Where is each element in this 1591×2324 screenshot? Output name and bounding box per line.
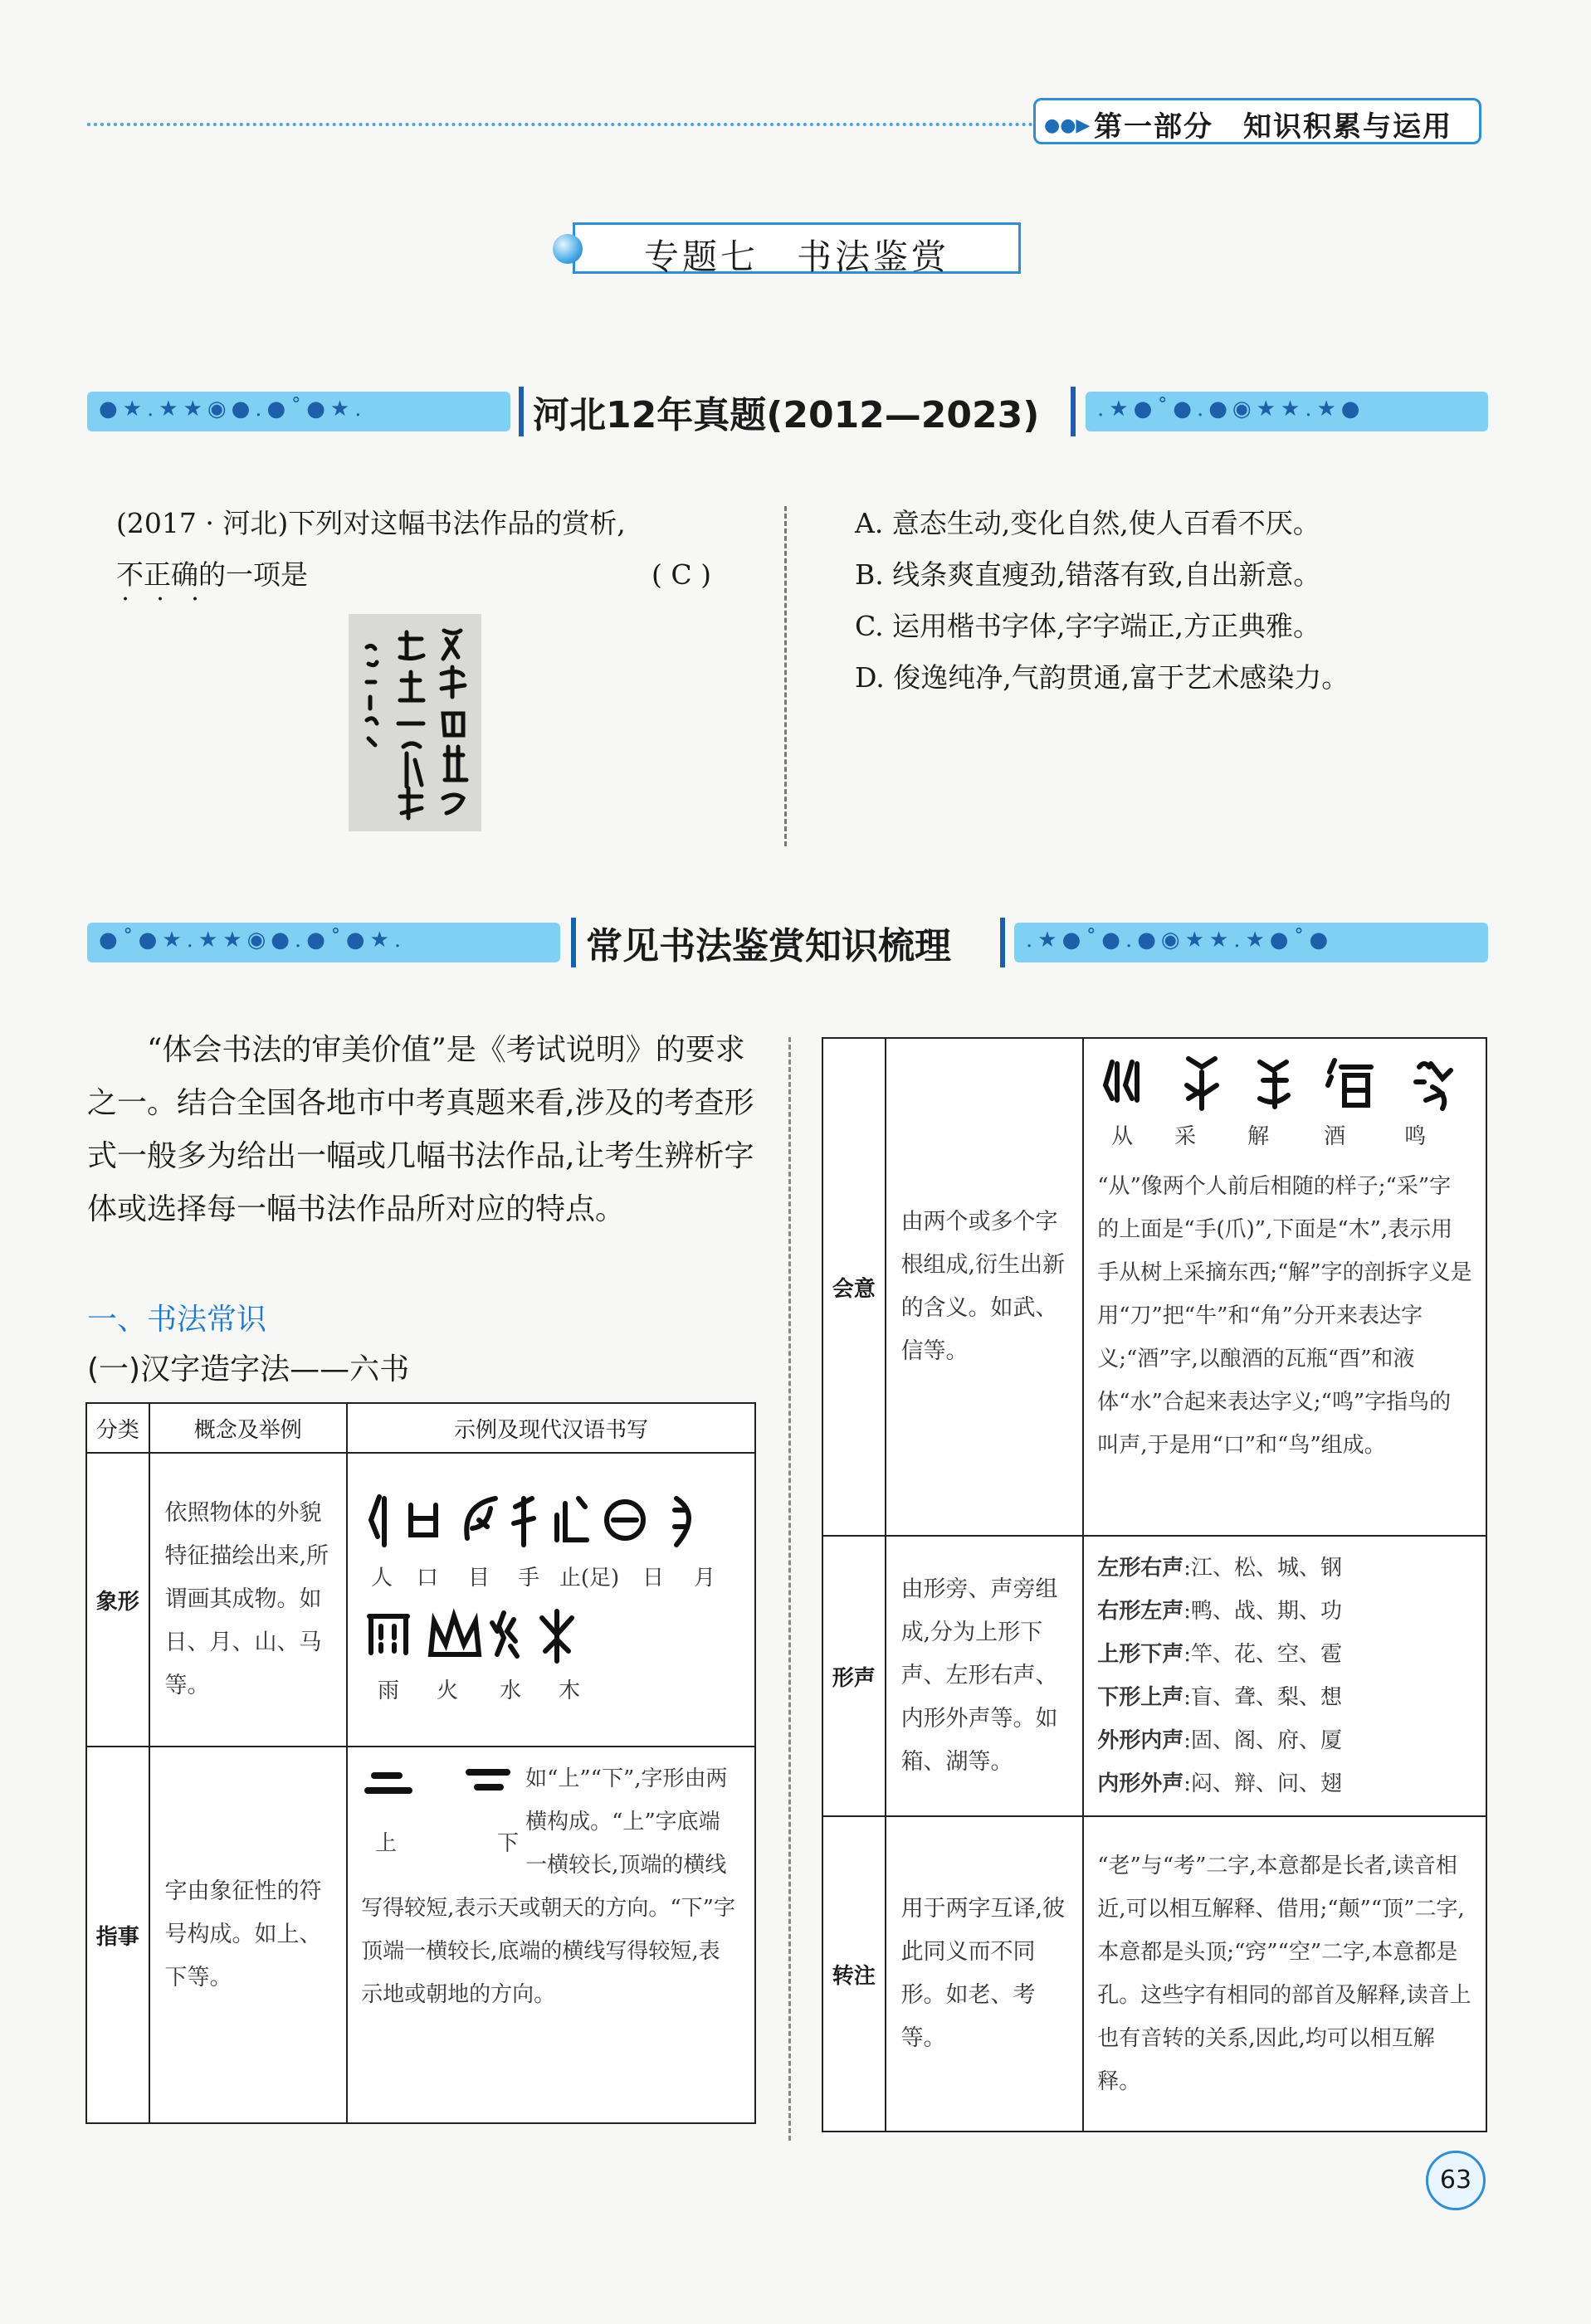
- list-item: 内形外声:闷、辩、问、翅: [1097, 1771, 1342, 1796]
- category-pictograph: 象形: [86, 1453, 149, 1747]
- header-example: 示例及现代汉语书写: [347, 1403, 755, 1453]
- glyph-labels-row2: [361, 1669, 610, 1713]
- banner-bar: [571, 918, 576, 967]
- emphasis-dots: ・・・: [116, 590, 222, 611]
- banner-title-real-exams: 河北12年真题(2012—2023): [533, 394, 1040, 436]
- concept-phono-semantic: 由形旁、声旁组成,分为上形下声、左形右声、内形外声等。如箱、湖等。: [886, 1536, 1084, 1816]
- oracle-glyphs-row2: [361, 1603, 741, 1669]
- table-header-row: [86, 1403, 755, 1453]
- category-associative: 会意: [822, 1038, 886, 1536]
- category-transfer: 转注: [822, 1816, 886, 2132]
- glyph-label: 人: [371, 1566, 393, 1591]
- glyph-label: 日: [642, 1566, 665, 1591]
- six-writing-table-right: [822, 1037, 1487, 2132]
- option-b: B. 线条爽直瘦劲,错落有致,自出新意。: [855, 558, 1321, 591]
- intro-paragraph: “体会书法的审美价值”是《考试说明》的要求之一。结合全国各地市中考真题来看,涉及的考查形式一般多为给出一幅或几幅书法作品,让考生辨析字体或选择每一幅书法作品所对应的特点。: [87, 1033, 754, 1226]
- banner-decoration-right: [1014, 923, 1488, 962]
- question-source: (2017 · 河北)下列对这幅书法作品的赏析,: [116, 507, 626, 539]
- glyph-label: 采: [1174, 1124, 1197, 1149]
- column-divider: [788, 1037, 791, 2141]
- list-item: 外形内声:固、阁、府、厦: [1097, 1728, 1342, 1753]
- category-indicative: 指事: [86, 1747, 149, 2123]
- glyph-label: 木: [559, 1678, 581, 1703]
- glyph-label: 上: [375, 1831, 398, 1856]
- blue-ball-icon: [553, 234, 583, 264]
- subsection-heading: (一)汉字造字法——六书: [87, 1352, 410, 1386]
- stars-dots-icon: ●★.★★◉●.●˚●★.: [99, 397, 367, 421]
- banner-decoration-left: [87, 923, 560, 962]
- list-item: 下形上声:盲、聋、梨、想: [1097, 1685, 1342, 1710]
- option-c: C. 运用楷书字体,字字端正,方正典雅。: [855, 610, 1321, 642]
- glyph-label: 目: [468, 1566, 490, 1591]
- banner-bar: [1000, 918, 1005, 967]
- option-d: D. 俊逸纯净,气韵贯通,富于艺术感染力。: [855, 661, 1349, 694]
- page-number: 63: [1426, 2151, 1486, 2210]
- concept-pictograph: 依照物体的外貌特征描绘出来,所谓画其成物。如日、月、山、马等。: [149, 1453, 348, 1747]
- glyph-labels-associative: [1097, 1115, 1454, 1158]
- table-row: [86, 1747, 755, 2123]
- calligraphy-artwork: [349, 614, 481, 831]
- list-item: 上形下声:竿、花、空、雹: [1097, 1642, 1342, 1667]
- glyph-label: 下: [497, 1831, 520, 1856]
- banner-bar: [1071, 387, 1076, 436]
- example-indicative: [347, 1747, 755, 2123]
- list-item: 左形右声:江、松、城、钢: [1097, 1556, 1342, 1581]
- column-divider: [784, 506, 787, 846]
- glyph-label: 水: [500, 1678, 522, 1703]
- table-row: [86, 1453, 755, 1747]
- arrow-dots-icon: ●●▶: [1044, 115, 1091, 136]
- glyph-label: 止(足): [559, 1566, 620, 1591]
- header-category: 分类: [86, 1403, 149, 1453]
- associative-explanation: “从”像两个人前后相随的样子;“采”字的上面是“手(爪)”,下面是“木”,表示用手从树上采摘东西;“解”字的剖拆字义是用“刀”把“牛”和“角”分开来表达字义;“酒”字,以酿酒的瓦瓶“酉”和液体“水”合起来表达字义;“鸣”字指鸟的叫声,于是用“口”和“鸟”组成。: [1097, 1174, 1472, 1458]
- option-a: A. 意态生动,变化自然,使人百看不厌。: [855, 507, 1320, 539]
- table-row: [822, 1536, 1486, 1816]
- banner-decoration-left: [87, 392, 510, 431]
- header-concept: 概念及举例: [149, 1403, 348, 1453]
- example-phono-semantic: [1083, 1536, 1486, 1816]
- question-answer: ( C ): [652, 558, 711, 591]
- question-stem-line2: 不正确的一项是: [116, 558, 308, 591]
- section-heading: 一、书法常识: [87, 1303, 267, 1337]
- concept-indicative: 字由象征性的符号构成。如上、下等。: [149, 1747, 348, 2123]
- glyph-label: 鸣: [1404, 1124, 1427, 1149]
- oracle-glyphs-row1: [361, 1487, 741, 1557]
- oracle-glyphs-associative: [1097, 1049, 1472, 1115]
- glyph-label: 雨: [378, 1678, 400, 1703]
- stars-dots-icon: .★●˚●.●◉★★.★●˚●: [1026, 928, 1334, 952]
- glyph-label: 酒: [1324, 1124, 1346, 1149]
- stars-dots-icon: .★●˚●.●◉★★.★●: [1097, 397, 1365, 421]
- banner-bar: [519, 387, 524, 436]
- glyph-label: 手: [518, 1566, 540, 1591]
- topic-title: 专题七 书法鉴赏: [643, 236, 949, 277]
- glyph-label: 解: [1247, 1124, 1270, 1149]
- example-pictograph: [347, 1453, 755, 1747]
- category-phono-semantic: 形声: [822, 1536, 886, 1816]
- calligraphy-strokes: [349, 614, 481, 831]
- table-row: [822, 1038, 1486, 1536]
- banner-decoration-right: [1086, 392, 1488, 431]
- glyph-labels-row1: [361, 1557, 734, 1600]
- part-label-box: [1033, 98, 1481, 144]
- table-row: [822, 1816, 1486, 2132]
- banner-title-knowledge: 常见书法鉴赏知识梳理: [586, 925, 951, 967]
- topic-title-box: [573, 222, 1021, 277]
- concept-transfer: 用于两字互译,彼此同义而不同形。如老、考等。: [886, 1816, 1084, 2132]
- part-label: 第一部分 知识积累与运用: [1094, 110, 1452, 144]
- glyph-label: 月: [694, 1566, 716, 1591]
- glyph-label: 口: [417, 1566, 439, 1591]
- header-dotted-line: [87, 123, 1033, 126]
- transfer-explanation: “老”与“考”二字,本意都是长者,读音相近,可以相互解释、借用;“颠”“顶”二字,本意都是头顶;“窍”“空”二字,本意都是孔。这些字有相同的部首及解释,读音上也有音转的关系,因此,均可以相互解释。: [1083, 1816, 1486, 2132]
- glyph-label: 从: [1111, 1124, 1134, 1149]
- glyph-label: 火: [437, 1678, 459, 1703]
- stars-dots-icon: ●˚●★.★★◉●.●˚●★.: [99, 928, 407, 952]
- indicative-explanation: 如“上”“下”,字形由两横构成。“上”字底端一横较长,顶端的横线写得较短,表示天或朝天的方向。“下”字顶端一横较长,底端的横线写得较短,表示地或朝地的方向。: [361, 1766, 735, 2007]
- concept-associative: 由两个或多个字根组成,衍生出新的含义。如武、信等。: [886, 1038, 1084, 1536]
- shang-xia-glyphs: [361, 1757, 519, 1865]
- list-item: 右形左声:鸭、战、期、功: [1097, 1599, 1342, 1624]
- six-writing-table-left: [85, 1402, 756, 2124]
- example-associative: [1083, 1038, 1486, 1536]
